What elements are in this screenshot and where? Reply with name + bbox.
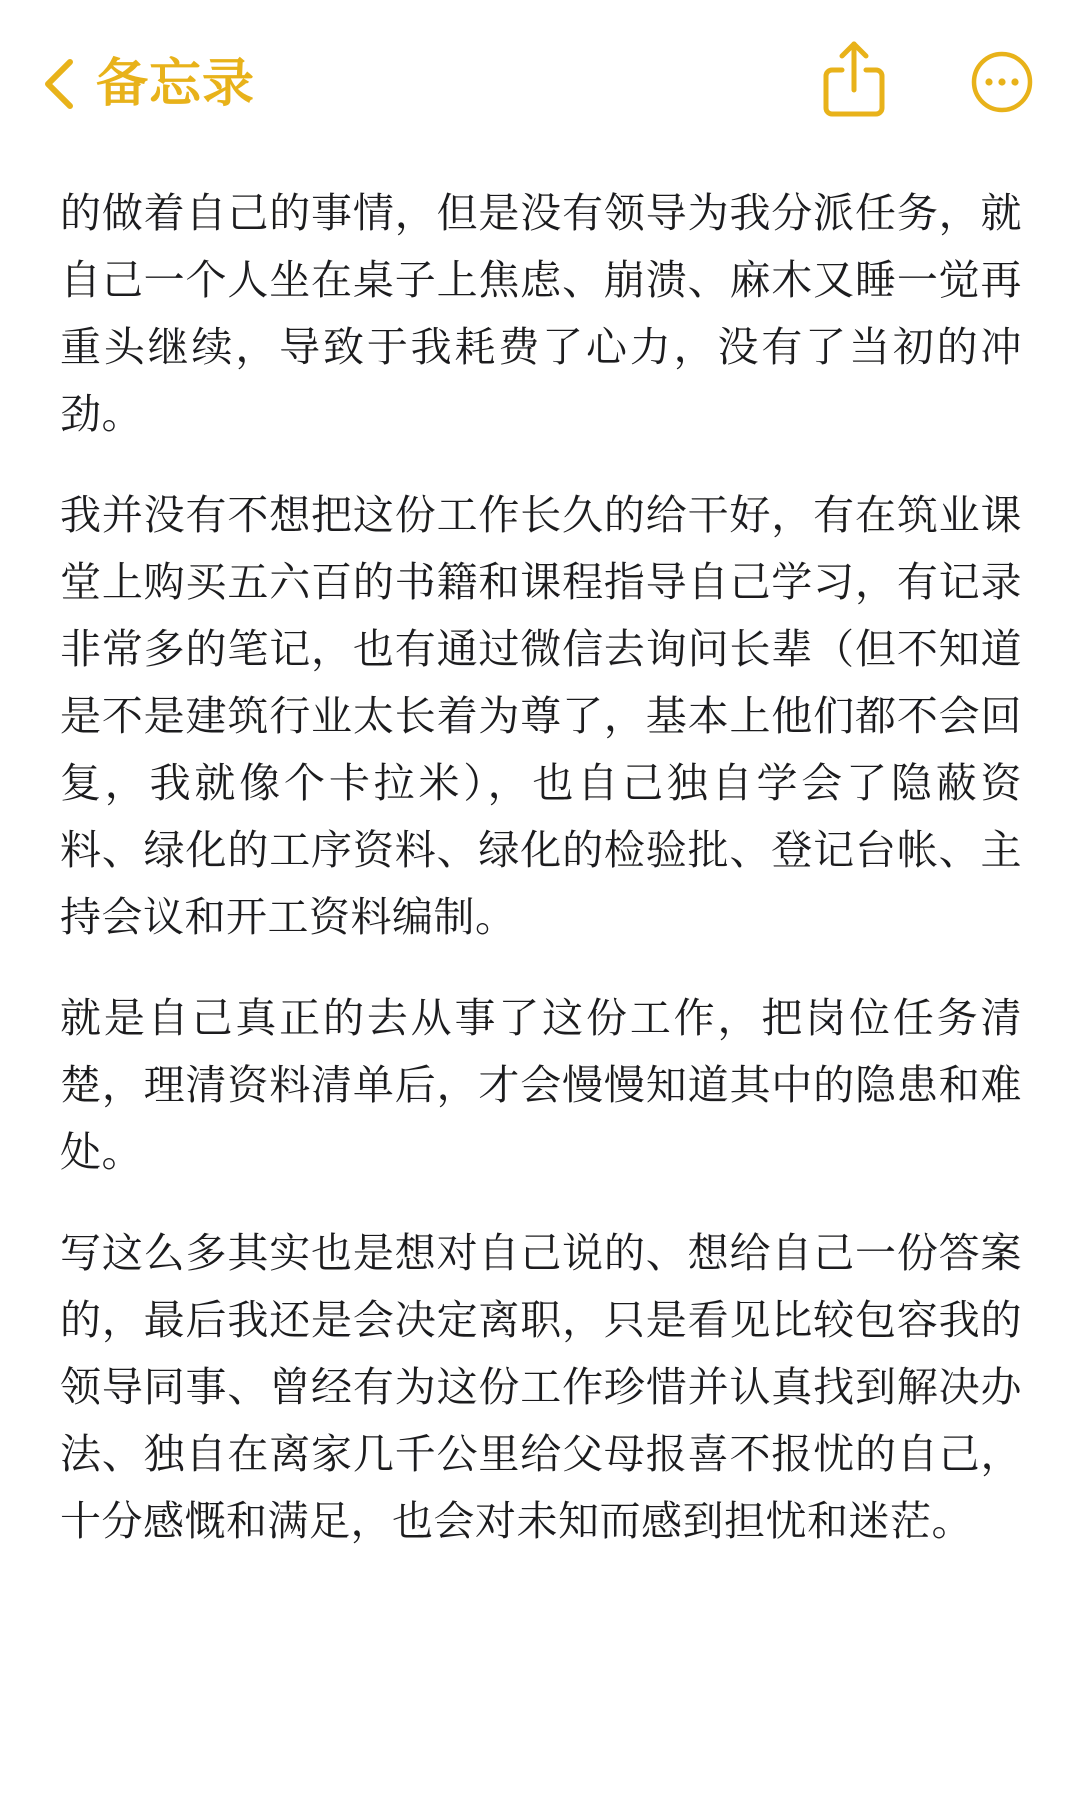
back-button[interactable] [40, 48, 255, 120]
back-label: 备忘录 [96, 54, 256, 114]
note-body[interactable] [60, 180, 1022, 1589]
note-paragraph-4[interactable]: 写这么多其实也是想对自己说的、想给自己一份答案的，最后我还是会决定离职，只是看见比较包容我的领导同事、曾经有为这份工作珍惜并认真找到解决办法、独自在离家几千公里给父母报喜不报忧的自己，十分感慨和满足，也会对未知而感到担忧和迷茫。 [60, 1229, 1022, 1545]
note-paragraph-3[interactable]: 就是自己真正的去从事了这份工作，把岗位任务清楚，理清资料清单后，才会慢慢知道其中的隐患和难处。 [60, 994, 1022, 1176]
share-icon [818, 38, 890, 120]
more-button[interactable] [970, 50, 1034, 114]
ellipsis-circle-icon [970, 50, 1034, 114]
navigation-bar [0, 0, 1080, 165]
chevron-left-icon [40, 56, 76, 112]
note-paragraph-2[interactable]: 我并没有不想把这份工作长久的给干好，有在筑业课堂上购买五六百的书籍和课程指导自己学习，有记录非常多的笔记，也有通过微信去询问长辈（但不知道是不是建筑行业太长着为尊了，基本上他们都不会回复，我就像个卡拉米），也自己独自学会了隐蔽资料、绿化的工序资料、绿化的检验批、登记台帐、主持会议和开工资料编制。 [60, 491, 1022, 941]
share-button[interactable] [818, 38, 890, 120]
note-paragraph-1[interactable]: 的做着自己的事情，但是没有领导为我分派任务，就自己一个人坐在桌子上焦虑、崩溃、麻木又睡一觉再重头继续，导致于我耗费了心力，没有了当初的冲劲。 [60, 189, 1022, 438]
